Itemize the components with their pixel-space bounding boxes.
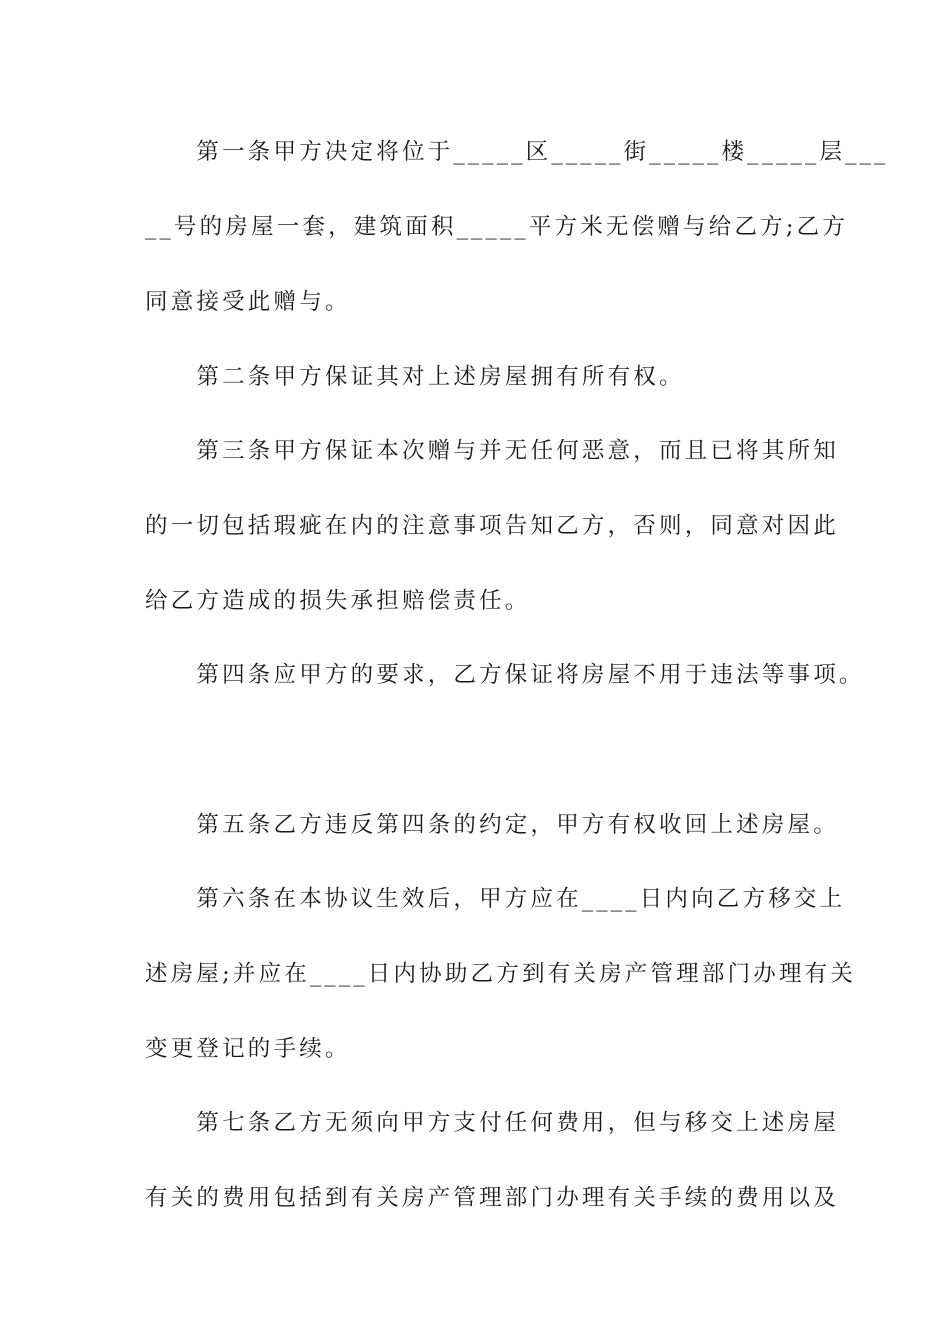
text-line: 第七条乙方无须向甲方支付任何费用，但与移交上述房屋 [145, 1110, 839, 1136]
text-line: __号的房屋一套，建筑面积_____平方米无偿赠与给乙方;乙方 [145, 214, 849, 240]
text-line: 第四条应甲方的要求，乙方保证将房屋不用于违法等事项。 [145, 662, 865, 688]
text-line: 第一条甲方决定将位于_____区_____街_____楼_____层___ [145, 139, 889, 165]
text-line: 的一切包括瑕疵在内的注意事项告知乙方，否则，同意对因此 [145, 513, 839, 539]
text-line: 第六条在本协议生效后，甲方应在____日内向乙方移交上 [145, 886, 846, 912]
text-line: 有关的费用包括到有关房产管理部门办理有关手续的费用以及 [145, 1185, 839, 1211]
text-line: 第二条甲方保证其对上述房屋拥有所有权。 [145, 364, 685, 390]
text-line: 述房屋;并应在____日内协助乙方到有关房产管理部门办理有关 [145, 961, 857, 987]
text-line: 第三条甲方保证本次赠与并无任何恶意，而且已将其所知 [145, 438, 839, 464]
text-line: 第五条乙方违反第四条的约定，甲方有权收回上述房屋。 [145, 812, 839, 838]
text-line: 给乙方造成的损失承担赔偿责任。 [145, 588, 531, 614]
text-line: 同意接受此赠与。 [145, 289, 351, 315]
text-line: 变更登记的手续。 [145, 1036, 351, 1062]
